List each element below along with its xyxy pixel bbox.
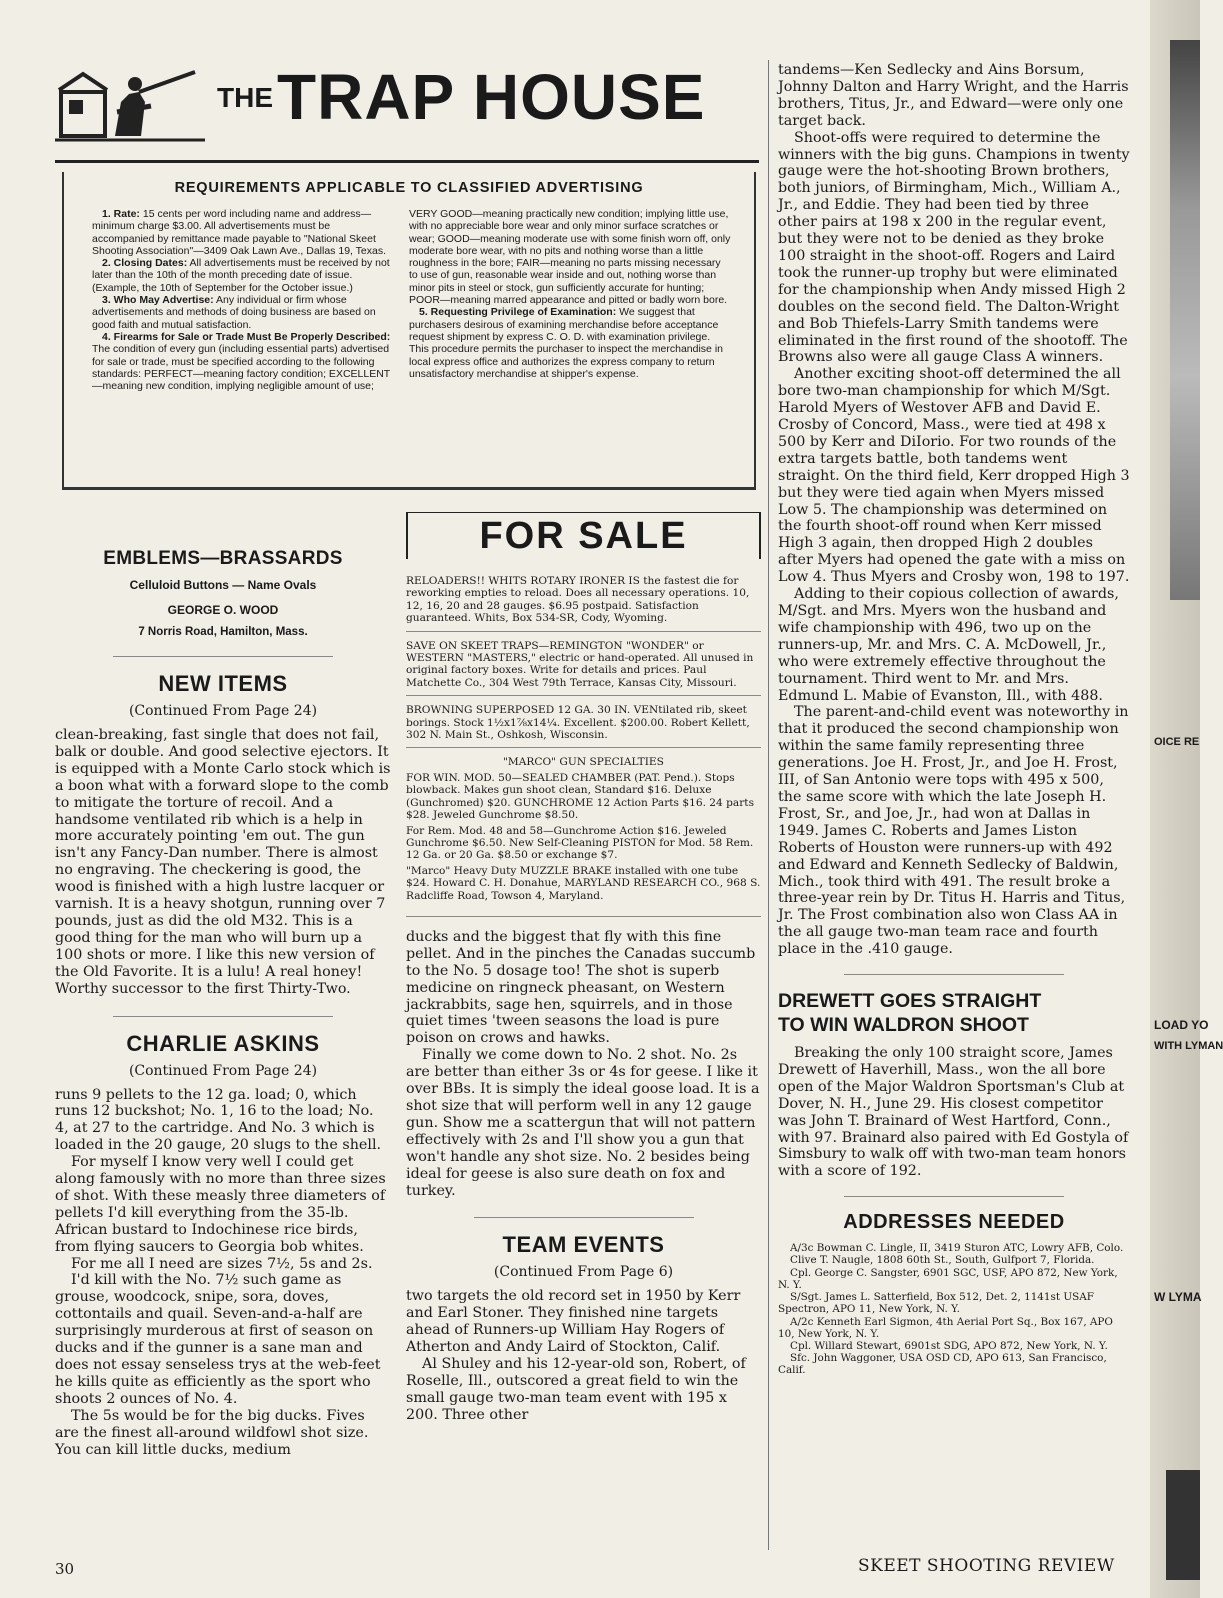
divider [844, 974, 1064, 975]
edge-fragment: W LYMA [1154, 1290, 1202, 1304]
req-item-1: 1. Rate: 15 cents per word including name and address—minimum charge $3.00. All advertisements must be accompanied by remittance made payable to "National Skeet Shooting Association"—3409 Oak Lawn Ave., Dallas 19, Texas. [92, 208, 387, 257]
ad-skeet-traps: SAVE ON SKEET TRAPS—REMINGTON "WONDER" or WESTERN "MASTERS," electric or hand-operated. All unused in original factory boxes. Write for details and prices. Paul Matchette Co., 304 West 79th Terrace, Kansas City, Missouri. [406, 639, 754, 689]
charlie-p2: For myself I know very well I could get along famously with no more than three sizes of shot. With these measly three diameters of pellets I'd kill everything from the 35-lb. African bustard to Indochinese rice birds, from flying saucers to Georgia bob whites. [55, 1154, 386, 1255]
address-item: A/2c Kenneth Earl Sigmon, 4th Aerial Port Sq., Box 167, APO 10, New York, N. Y. [778, 1315, 1113, 1340]
right-p3: Another exciting shoot-off determined the all bore two-man championship for which M/Sgt. Harold Myers of Westover AFB and David E. Crosby of Concord, Mass., were tied at 498 x 500 by Kerr and DiIorio. For two rounds of the extra targets battle, both tandems went straight. On the third field, Kerr dropped High 3 but they were tied again when Myers missed Low 5. The championship was determined on the fourth shoot-off round when Kerr missed High 3 again, then dropped High 2 doubles after Myers had opened the gate with a miss on Low 4. Thus Myers and Crosby won, 198 to 197. [778, 366, 1130, 586]
left-column [55, 548, 391, 1458]
divider [113, 656, 333, 657]
ad-marco-a: FOR WIN. MOD. 50—SEALED CHAMBER (PAT. Pend.). Stops blowback. Makes gun shoot clean, Standard $16. Deluxe (Gunchromed) $20. GUNCHROME 12 Action Parts $16. 24 parts $28. Jeweled Gunchrome $8.50. [406, 771, 755, 822]
divider [113, 1016, 333, 1017]
team-events-continued: (Continued From Page 6) [493, 1264, 674, 1281]
team-p2: Al Shuley and his 12-year-old son, Robert, of Roselle, Ill., outscored a great field to win the small gauge two-man team event with 195 x 200. Three other [406, 1356, 746, 1423]
ad-marco-c: "Marco" Heavy Duty MUZZLE BRAKE installed with one tube $24. Howard C. H. Donahue, MARYLAND RESEARCH CO., 968 S. Radcliffe Road, Towson 4, Maryland. [406, 864, 761, 902]
charlie-p1: runs 9 pellets to the 12 ga. load; 0, which runs 12 buckshot; No. 1, 16 to the load; No. 4, at 27 to the cartridge. And No. 3 which is loaded in the 20 gauge, 20 slugs to the shell. [55, 1086, 382, 1154]
new-items-text: clean-breaking, fast single that does not fail, balk or double. And good selective ejectors. It is equipped with a Monte Carlo stock which is a boon what with a forward slope to the comb to mitigate the torture of recoil. And a handsome ventilated rib which is a help in more accurately pointing 'em out. The gun isn't any Fancy-Dan number. There is almost no engraving. The checkering is good, the wood is finished with a high lustre lacquer or varnish. It is a heavy shotgun, running over 7 pounds, just as did the old M32. This is a good thing for the man who will burn up a 100 shots or more. I like this new version of the Old Favorite. It is a lulu! A real honey! Worthy successor to the first Thirty-Two. [55, 727, 391, 997]
divider [844, 1196, 1064, 1197]
drewett-heading-1: DREWETT GOES STRAIGHT [778, 990, 1042, 1013]
emblems-line1: Celluloid Buttons — Name Ovals [129, 578, 317, 592]
masthead-the: THE [217, 82, 273, 113]
charlie-p5: The 5s would be for the big ducks. Fives are the finest all-around wildfowl shot size. You can kill little ducks, medium [55, 1407, 369, 1458]
team-p1: two targets the old record set in 1950 by Kerr and Earl Stoner. They finished nine targets ahead of Runners-up William Hay Rogers of Atherton and Andy Laird of Stockton, Calif. [406, 1288, 741, 1356]
divider [406, 747, 761, 748]
requirements-col2 [409, 208, 731, 380]
divider [406, 695, 761, 696]
requirements-heading: REQUIREMENTS APPLICABLE TO CLASSIFIED ADVERTISING [174, 180, 644, 196]
trap-house-logo [55, 62, 215, 144]
req-item-4: 4. Firearms for Sale or Trade Must Be Properly Described: The condition of every gun (including essential parts) advertised for sale or trade, must be specified according to the following standards: PERFECT—meaning factory condition; EXCELLENT—meaning new condition, implying negligible amount of use; [92, 330, 391, 393]
team-events-heading: TEAM EVENTS [502, 1232, 665, 1258]
edge-dark-block [1166, 1470, 1200, 1580]
req-item-2: 2. Closing Dates: All advertisements must be received by not later than the 10th of the month preceding date of issue. (Example, the 10th of September for the October issue.) [92, 257, 390, 294]
masthead [55, 60, 745, 150]
address-item: Clive T. Naugle, 1808 60th St., South, Gulfport 7, Florida. [790, 1254, 1095, 1267]
drewett-heading-2: TO WIN WALDRON SHOOT [778, 1014, 1029, 1037]
address-item: S/Sgt. James L. Satterfield, Box 512, Det. 2, 1141st USAF Spectron, APO 11, New York, N. Y. [778, 1291, 1094, 1316]
requirements-col1 [92, 208, 392, 392]
address-item: A/3c Bowman C. Lingle, II, 3419 Sturon ATC, Lowry AFB, Colo. [790, 1242, 1124, 1255]
charlie-p4: I'd kill with the No. 7½ such game as grouse, woodcock, snipe, sora, doves, cottontails and quail. Seven-and-a-half are surprisingly murderous at first of season on ducks and if the gunner is a sane man and does not essay senseless trys at the web-feet he kills quite as efficiently as the sport who shoots 2 ounces of No. 4. [55, 1272, 381, 1407]
masthead-title: TRAP HOUSE [277, 61, 706, 133]
right-column [778, 62, 1130, 1377]
publication-name: SKEET SHOOTING REVIEW [858, 1556, 1115, 1576]
charlie-p6: ducks and the biggest that fly with this fine pellet. And in the pinches the Canadas succumb to the No. 5 dosage too! The shot is superb medicine on ringneck pheasant, on Western jackrabbits, sage hen, squirrels, and in those quiet times 'tween seasons the load is pure poison on crows and hawks. [406, 928, 756, 1047]
right-p1: tandems—Ken Sedlecky and Ains Borsum, Johnny Dalton and Harry Wright, and the Harris brothers, Titus, Jr., and Edward—were only one target back. [778, 62, 1129, 129]
emblems-address: 7 Norris Road, Hamilton, Mass. [138, 626, 308, 638]
divider [406, 631, 761, 632]
edge-fragment: WITH LYMAN [1154, 1040, 1223, 1052]
new-items-continued: (Continued From Page 24) [128, 703, 318, 719]
edge-fragment: LOAD YO [1154, 1018, 1209, 1032]
req-item-3: 3. Who May Advertise: Any individual or firm whose advertisements and methods of doing business are based on good faith and mutual satisfaction. [92, 294, 376, 331]
ad-reloaders: RELOADERS!! WHITS ROTARY IRONER IS the fastest die for reworking empties to reload. Does all necessary operations. 10, 12, 16, 20 and 28 gauges. $6.95 postpaid. Satisfaction guaranteed. Whits, Box 534-SR, Cody, Wyoming. [406, 575, 750, 625]
edge-photo [1170, 40, 1200, 600]
req-item-conditions: VERY GOOD—meaning practically new condition; implying little use, with no appreciable bore wear and only minor surface scratches or wear; GOOD—meaning moderate use with some finish worn off, only moderate bore wear, with no pits and nothing worse than a little roughness in the bore; FAIR—meaning no parts missing necessary to use of gun, reasonable wear inside and out, nothing worse than minor pits in steel or stock, gun sufficiently accurate for hunting; POOR—meaning marred appearance and pitted or badly worn bore. [409, 208, 731, 307]
charlie-p7: Finally we come down to No. 2 shot. No. 2s are better than either 3s or 4s for geese. I like it over BBs. It is simply the ideal goose load. It is a shot size that will perform well in any 12 gauge gun. Show me a scattergun that will not pattern effectively with 2s and I'll show you a gun that won't handle any shot size. No. 2 besides being ideal for geese is also sure death on fox and turkey. [406, 1047, 760, 1199]
charlie-p3: For me all I need are sizes 7½, 5s and 2s. [71, 1255, 373, 1272]
ad-marco-title: "MARCO" GUN SPECIALTIES [503, 756, 664, 769]
req-item-5: 5. Requesting Privilege of Examination: We suggest that purchasers desirous of examining merchandise before acceptance request shipment by express C. O. D. with examination privilege. This procedure permits the purchaser to inspect the merchandise in local express office and authorizes the express company to return unsatisfactory merchandise at shipper's expense. [409, 306, 723, 380]
middle-column [406, 512, 761, 1424]
drewett-text: Breaking the only 100 straight score, James Drewett of Haverhill, Mass., won the all bore open of the Major Waldron Sportsman's Club at Dover, N. H., June 29. His closest competitor was John T. Brainard of West Hartford, Conn., with 97. Brainard also paired with Ed Gostyla of Simsbury to walk off with two-man team honors with a score of 192. [778, 1045, 1129, 1180]
right-p2: Shoot-offs were required to determine the winners with the big guns. Champions in twenty gauge were the hot-shooting Brown brothers, both juniors, of Birmingham, Mich., William A., Jr., and Eddie. They had been tied by three other pairs at 198 x 200 in the regular event, but they were not to be denied as they broke 100 straight in the shoot-off. Rogers and Laird took the runner-up trophy but were eliminated for the championship when Andy missed High 2 doubles on the second field. The Dalton-Wright and Bob Thiefels-Larry Smith tandems were eliminated in the first round of the shootoff. The Browns also were all gauge Class A winners. [778, 129, 1130, 366]
addresses-heading: ADDRESSES NEEDED [843, 1211, 1065, 1234]
address-item: Cpl. Willard Stewart, 6901st SDG, APO 872, New York, N. Y. [790, 1339, 1108, 1352]
page-number: 30 [55, 1560, 75, 1578]
address-item: Cpl. George C. Sangster, 6901 SGC, USF, APO 872, New York, N. Y. [778, 1266, 1118, 1291]
for-sale-banner [406, 512, 761, 559]
emblems-heading: EMBLEMS—BRASSARDS [103, 548, 343, 569]
ad-browning: BROWNING SUPERPOSED 12 GA. 30 IN. VENtilated rib, skeet borings. Stock 1½x1⅞x14¼. Excellent. $200.00. Robert Kellett, 302 N. Main St., Oshkosh, Wisconsin. [406, 704, 750, 742]
charlie-heading: CHARLIE ASKINS [126, 1030, 320, 1056]
right-p5: The parent-and-child event was noteworthy in that it produced the second championship won within the same family representing three generations. Joe H. Frost, Jr., and Joe H. Frost, III, of San Antonio were tops with 495 x 500, the same score with which the late Joseph H. Frost, Sr., and Joe, Jr., had won at Dallas in 1949. James C. Roberts and James Liston Roberts of Houston were runners-up with 492 and Edward and Kenneth Sedlecky of Baldwin, Mich., took third with 491. The result broke a three-year rein by Dr. Titus H. Harris and Titus, Jr. The Frost combination also won Class AA in the all gauge two-man team race and fourth place in the .410 gauge. [778, 704, 1129, 958]
column-rule [768, 60, 769, 1550]
adjacent-page-edge [1150, 0, 1223, 1598]
new-items-heading: NEW ITEMS [158, 671, 288, 696]
ads-list [406, 575, 761, 902]
for-sale-heading: FOR SALE [479, 515, 688, 557]
emblems-name: GEORGE O. WOOD [167, 603, 279, 617]
addresses-list [778, 1242, 1130, 1376]
requirements-box [62, 172, 756, 490]
address-item: Sfc. John Waggoner, USA OSD CD, APO 613, San Francisco, Calif. [778, 1352, 1107, 1377]
divider [474, 1217, 694, 1218]
masthead-rule [55, 160, 759, 163]
divider [406, 916, 761, 917]
ad-marco-b: For Rem. Mod. 48 and 58—Gunchrome Action $16. Jeweled Gunchrome $6.50. New Self-Cleaning PISTON for Mod. 58 Rem. 12 Ga. or 20 Ga. $8.50 or exchange $7. [406, 824, 754, 862]
right-p4: Adding to their copious collection of awards, M/Sgt. and Mrs. Myers won the husband and wife championship with 496, two up on the runners-up, Mr. and Mrs. C. A. McDowell, Jr., who were extremely effective throughout the tournament. Third went to Mr. and Mrs. Edmund L. Mabie of Evanston, Ill., with 488. [778, 586, 1119, 704]
charlie-continued: (Continued From Page 24) [128, 1062, 318, 1079]
edge-fragment: OICE RE [1154, 736, 1200, 748]
